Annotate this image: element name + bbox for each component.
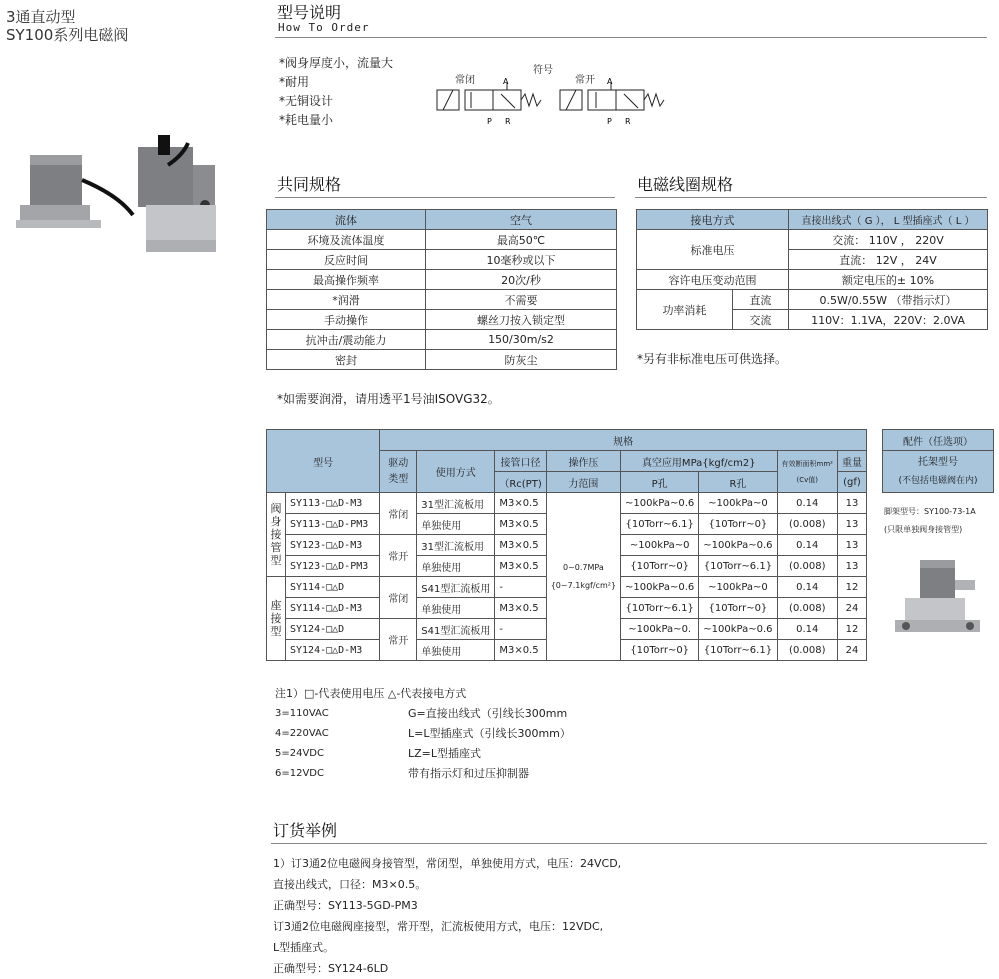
port-subheader: （Rc(PT) [495, 472, 546, 493]
how-to-order-title: 型号说明 [277, 3, 342, 22]
order-example [273, 853, 621, 979]
accessory-sub2: (不包括电磁阀在内) [898, 475, 978, 486]
vacuum-p-cell: {10Torr~6.1} [621, 514, 699, 535]
connection-code: G=直接出线式（引线长300mm [408, 707, 568, 720]
spec-group-header: 规格 [380, 430, 867, 451]
coil-spec-table [636, 209, 988, 330]
accessory-info [884, 503, 999, 539]
voltage-code: 4=220VAC [275, 728, 329, 739]
p-port-header: P孔 [621, 472, 699, 493]
spec-label: 功率消耗 [637, 290, 733, 330]
weight-cell: 13 [838, 556, 867, 577]
model-spec-table [266, 429, 867, 661]
model-cell: SY124-□△D [286, 619, 380, 640]
spec-value: 150/30m/s2 [426, 330, 617, 350]
section-rule [275, 197, 615, 198]
vacuum-r-cell: {10Torr~6.1} [699, 640, 777, 661]
port-a-label: A [503, 78, 509, 86]
weight-cell: 13 [838, 514, 867, 535]
drive-cell: 常开 [380, 619, 417, 661]
area-header [777, 451, 837, 493]
vacuum-r-cell: {10Torr~0} [699, 514, 777, 535]
cv-label: (Cv值) [796, 475, 819, 484]
weight-cell: 13 [838, 535, 867, 556]
usage-cell: 31型汇流板用 [417, 535, 495, 556]
feature-item: *耐用 [279, 75, 310, 89]
model-cell: SY113-□△D-PM3 [286, 514, 380, 535]
vacuum-r-cell: ~100kPa~0.6 [699, 619, 777, 640]
product-series: SY100系列电磁阀 [6, 26, 129, 44]
voltage-code: 6=12VDC [275, 768, 324, 779]
product-title [6, 8, 128, 44]
symbol-label: 符号 [533, 65, 553, 76]
usage-cell: 单独使用 [417, 640, 495, 661]
weight-subheader: (gf) [838, 472, 867, 493]
port-r-label: R [625, 117, 631, 126]
pressure-cell [546, 493, 620, 661]
port-cell: M3×0.5 [495, 640, 546, 661]
cv-cell: (0.008) [777, 598, 837, 619]
model-cell: SY113-□△D-M3 [286, 493, 380, 514]
port-r-label: R [505, 117, 511, 126]
vacuum-p-cell: ~100kPa~0.6 [621, 577, 699, 598]
port-cell: M3×0.5 [495, 535, 546, 556]
port-p-label: P [487, 117, 492, 126]
accessory-title: 配件（任选项） [883, 430, 994, 451]
accessory-sub1: 托架型号 [918, 456, 958, 468]
header-cell: 空气 [426, 210, 617, 230]
order-line: 直接出线式，口径：M3×0.5。 [273, 878, 427, 891]
section-rule [635, 197, 987, 198]
vacuum-r-cell: ~100kPa~0.6 [699, 535, 777, 556]
header-cell: 直接出线式（ G ）， L 型插座式（ L ） [789, 210, 988, 230]
spec-value: 交流： 110V ， 220V [789, 230, 988, 250]
model-notes [275, 684, 466, 704]
feature-item: *耗电量小 [279, 113, 334, 127]
connection-code: L=L型插座式（引线长300mm） [408, 727, 571, 740]
model-cell: SY123-□△D-PM3 [286, 556, 380, 577]
weight-cell: 12 [838, 577, 867, 598]
model-cell: SY124-□△D-M3 [286, 640, 380, 661]
model-cell: SY114-□△D-M3 [286, 598, 380, 619]
feature-item: *阀身厚度小，流量大 [279, 56, 394, 70]
usage-cell: 单独使用 [417, 556, 495, 577]
bracket-image [890, 550, 990, 650]
order-line: 正确型号：SY113-5GD-PM3 [273, 899, 418, 912]
vacuum-r-cell: ~100kPa~0 [699, 577, 777, 598]
accessory-header [883, 451, 994, 493]
drive-cell: 常闭 [380, 577, 417, 619]
category-base: 座接型 [267, 577, 286, 661]
order-line: 正确型号：SY124-6LD [273, 962, 389, 975]
spec-value: 额定电压的± 10% [789, 270, 988, 290]
category-body: 阀身接管型 [267, 493, 286, 577]
spec-label: 环境及流体温度 [267, 230, 426, 250]
order-title: 订货举例 [273, 821, 338, 840]
cv-cell: (0.008) [777, 640, 837, 661]
spec-value: 直流： 12V ， 24V [789, 250, 988, 270]
area-cell: 0.14 [777, 493, 837, 514]
spec-label: 直流 [732, 290, 788, 310]
vacuum-p-cell: ~100kPa~0 [621, 535, 699, 556]
pressure-range: 0~0.7MPa [562, 562, 604, 572]
vacuum-r-cell: {10Torr~6.1} [699, 556, 777, 577]
product-photo [8, 135, 248, 285]
vacuum-p-cell: ~100kPa~0. [621, 619, 699, 640]
vacuum-r-cell: {10Torr~0} [699, 598, 777, 619]
feature-list [279, 54, 393, 130]
usage-cell: S41型汇流板用 [417, 619, 495, 640]
spec-value: 最高50℃ [426, 230, 617, 250]
area-cell: 0.14 [777, 619, 837, 640]
spec-label: 容许电压变动范围 [637, 270, 789, 290]
how-to-order-subtitle: How To Order [278, 21, 370, 34]
pressure-range-kgf: {0~7.1kgf/cm²} [550, 580, 617, 590]
drive-header: 驱动类型 [380, 451, 417, 493]
header-cell: 接电方式 [637, 210, 789, 230]
accessory-table [882, 429, 994, 493]
connection-codes [408, 704, 571, 784]
area-cell: 0.14 [777, 577, 837, 598]
common-spec-title: 共同规格 [277, 175, 342, 194]
vacuum-r-cell: ~100kPa~0 [699, 493, 777, 514]
usage-cell: 单独使用 [417, 598, 495, 619]
connection-code: 带有指示灯和过压抑制器 [408, 767, 529, 780]
vacuum-p-cell: ~100kPa~0.6 [621, 493, 699, 514]
order-line: 订3通2位电磁阀座接型，常开型，汇流板使用方式，电压：12VDC, [273, 920, 604, 933]
feature-item: *无铜设计 [279, 94, 334, 108]
spec-value: 20次/秒 [426, 270, 617, 290]
spec-label: 交流 [732, 310, 788, 330]
spec-label: 手动操作 [267, 310, 426, 330]
usage-header: 使用方式 [417, 451, 495, 493]
port-cell: - [495, 619, 546, 640]
drive-cell: 常开 [380, 535, 417, 577]
symbol-nc-label: 常闭 [455, 75, 475, 86]
weight-cell: 24 [838, 598, 867, 619]
port-cell: M3×0.5 [495, 514, 546, 535]
spec-label: 最高操作频率 [267, 270, 426, 290]
spec-label: 抗冲击/震动能力 [267, 330, 426, 350]
weight-cell: 24 [838, 640, 867, 661]
connection-code: LZ=L型插座式 [408, 747, 482, 760]
model-header: 型号 [267, 430, 380, 493]
voltage-code: 3=110VAC [275, 708, 329, 719]
spec-label: *润滑 [267, 290, 426, 310]
spec-label: 密封 [267, 350, 426, 370]
pressure-subheader: 力范围 [546, 472, 620, 493]
spec-label: 反应时间 [267, 250, 426, 270]
port-cell: M3×0.5 [495, 598, 546, 619]
order-line: 1）订3通2位电磁阀身接管型，常闭型，单独使用方式，电压：24VCD, [273, 857, 622, 870]
port-header: 接管口径 [495, 451, 546, 472]
accessory-model: 脚架型号：SY100-73-1A [884, 507, 976, 516]
voltage-codes [275, 704, 329, 784]
port-cell: M3×0.5 [495, 493, 546, 514]
r-port-header: R孔 [699, 472, 777, 493]
cv-cell: (0.008) [777, 556, 837, 577]
header-rule [275, 37, 987, 38]
pressure-header: 操作压 [546, 451, 620, 472]
usage-cell: S41型汇流板用 [417, 577, 495, 598]
area-label: 有效断面积mm² [781, 459, 833, 468]
symbol-no-label: 常开 [575, 75, 595, 86]
port-p-label: P [607, 117, 612, 126]
port-cell: - [495, 577, 546, 598]
weight-cell: 12 [838, 619, 867, 640]
drive-cell: 常闭 [380, 493, 417, 535]
section-rule [271, 843, 987, 844]
valve-symbols [435, 78, 670, 128]
voltage-code: 5=24VDC [275, 748, 324, 759]
order-line: L型插座式。 [273, 941, 335, 954]
model-cell: SY114-□△D [286, 577, 380, 598]
vacuum-header: 真空应用MPa{kgf/cm2} [621, 451, 778, 472]
area-cell: 0.14 [777, 535, 837, 556]
vacuum-p-cell: {10Torr~0} [621, 640, 699, 661]
usage-cell: 31型汇流板用 [417, 493, 495, 514]
weight-header: 重量 [838, 451, 867, 472]
spec-value: 螺丝刀按入锁定型 [426, 310, 617, 330]
common-spec-table [266, 209, 617, 370]
spec-value: 防灰尘 [426, 350, 617, 370]
product-type: 3通直动型 [6, 8, 76, 26]
accessory-model-note: (只限单独阀身接管型) [884, 525, 963, 534]
coil-spec-note: *另有非标准电压可供选择。 [637, 352, 788, 366]
port-a-label: A [607, 78, 613, 86]
header-cell: 流体 [267, 210, 426, 230]
model-cell: SY123-□△D-M3 [286, 535, 380, 556]
usage-cell: 单独使用 [417, 514, 495, 535]
spec-value: 110V：1.1VA，220V：2.0VA [789, 310, 988, 330]
weight-cell: 13 [838, 493, 867, 514]
spec-value: 10毫秒或以下 [426, 250, 617, 270]
spec-value: 不需要 [426, 290, 617, 310]
spec-value: 0.5W/0.55W （带指示灯） [789, 290, 988, 310]
vacuum-p-cell: {10Torr~6.1} [621, 598, 699, 619]
note-title: 注1）□-代表使用电压 △-代表接电方式 [275, 687, 467, 700]
cv-cell: (0.008) [777, 514, 837, 535]
port-cell: M3×0.5 [495, 556, 546, 577]
common-spec-note: *如需要润滑，请用透平1号油ISOVG32。 [277, 392, 500, 406]
spec-label: 标准电压 [637, 230, 789, 270]
vacuum-p-cell: {10Torr~0} [621, 556, 699, 577]
coil-spec-title: 电磁线圈规格 [637, 175, 734, 194]
